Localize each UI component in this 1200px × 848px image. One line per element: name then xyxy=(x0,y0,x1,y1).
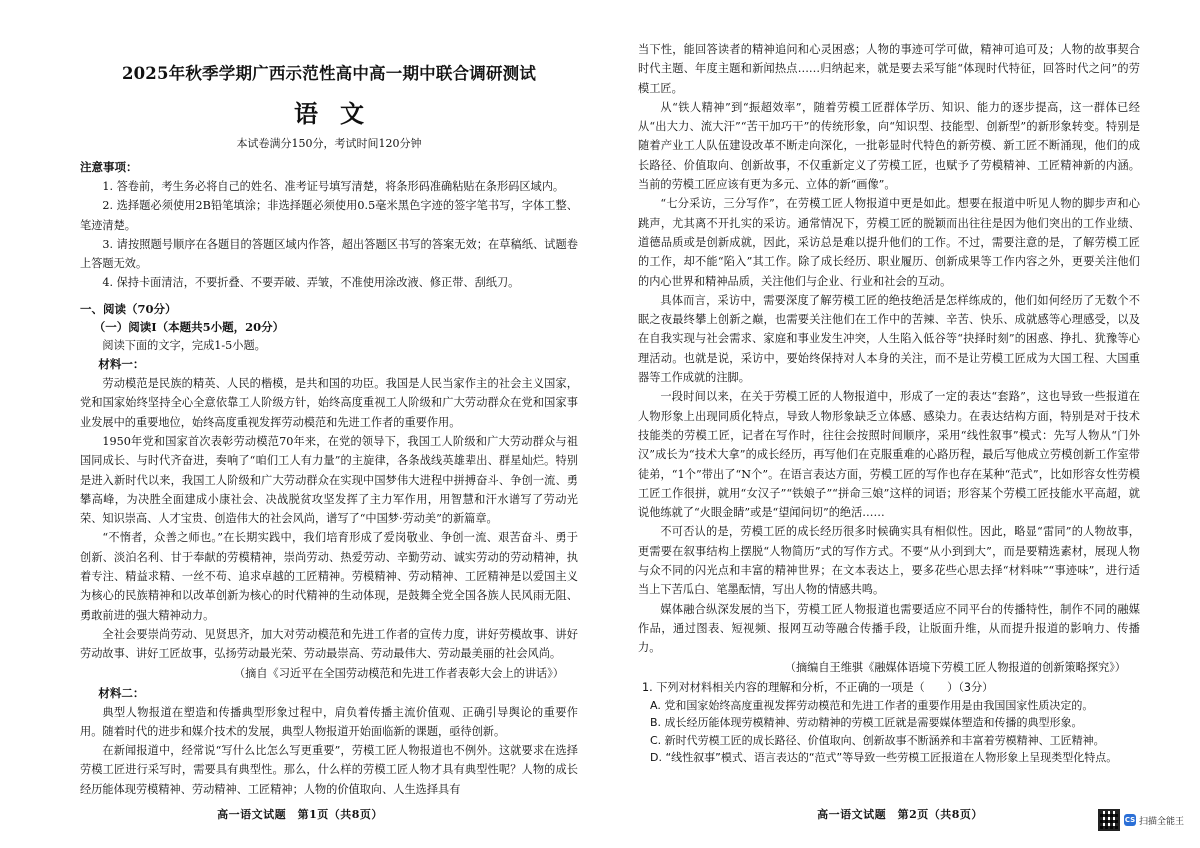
question-1-stem: 1. 下列对材料相关内容的理解和分析，不正确的一项是（ ）（3分） xyxy=(642,680,994,694)
page-1-footer: 高一语文试题 第1页（共8页） xyxy=(217,808,383,821)
material-2-continued xyxy=(638,40,1140,658)
notice-item: 1. 答卷前，考生务必将自己的姓名、准考证号填写清楚，将条形码准确粘贴在条形码区域内。 xyxy=(102,180,565,193)
material-2-paragraph: 在新闻报道中，经常说“写什么比怎么写更重要”，劳模工匠人物报道也不例外。这就要求在选择劳模工匠进行采写时，需要具有典型性。那么，什么样的劳模工匠人物才具有典型性呢？人物的成长经历能体现劳模精神、劳动精神、工匠精神；人物的价值取向、人生选择具有 xyxy=(80,744,578,796)
material-1-paragraph: 劳动模范是民族的精英、人民的楷模，是共和国的功臣。我国是人民当家作主的社会主义国家，党和国家始终坚持全心全意依靠工人阶级方针，始终高度重视工人阶级和广大劳动群众在党和国家事业发展中的重要地位，始终高度重视发挥劳动模范和先进工作者的重要作用。 xyxy=(80,377,578,429)
subsection-heading: （一）阅读Ⅰ（本题共5小题，20分） xyxy=(93,319,285,334)
qr-code-icon xyxy=(1098,809,1120,831)
camscanner-logo-icon: CS xyxy=(1124,816,1136,824)
question-1-option-a: A. 党和国家始终高度重视发挥劳动模范和先进工作者的重要作用是由我国国家性质决定的。 xyxy=(650,698,1094,712)
material-2-source: （摘编自王维骐《融媒体语境下劳模工匠人物报道的创新策略探究》） xyxy=(784,660,1126,674)
material-2-paragraph: “七分采访，三分写作”，在劳模工匠人物报道中更是如此。想要在报道中听见人物的脚步声和心跳声，尤其离不开扎实的采访。通常情况下，劳模工匠的脱颖而出往往是因为他们突出的工作业绩、道德品质或是创新成就，因此，采访总是难以提升他们的工作。不过，需要注意的是，了解劳模工匠的工作，却不能“陷入”其工作。除了成长经历、职业履历、创新成果等工作内容之外，更要关注他们的内心世界和精神品质，关注他们与企业、行业和社会的互动。 xyxy=(638,197,1140,288)
material-1-source: （摘自《习近平在全国劳动模范和先进工作者表彰大会上的讲话》） xyxy=(233,666,564,680)
exam-info: 本试卷满分150分，考试时间120分钟 xyxy=(236,137,422,150)
subject-title: 语文 xyxy=(294,99,386,128)
material-2-paragraph: 媒体融合纵深发展的当下，劳模工匠人物报道也需要适应不同平台的传播特性，制作不同的融媒作品，通过图表、短视频、报网互动等融合传播手段，让版面升维，从而提升报道的影响力、传播力。 xyxy=(638,602,1140,655)
notice-item: 2. 选择题必须使用2B铅笔填涂；非选择题必须使用0.5毫米黑色字迹的签字笔书写，字体工整、笔迹清楚。 xyxy=(80,199,578,232)
material-2-paragraph: 从“铁人精神”到“振超效率”，随着劳模工匠群体学历、知识、能力的逐步提高，这一群体已经从“出大力、流大汗”“苦干加巧干”的传统形象，向“知识型、技能型、创新型”的新形象转变。特别是随着产业工人队伍建设改革不断走向深化，一批彰显时代特色的新劳模、新工匠不断涌现，他们的成长路径、价值取向、创新故事，不仅重新定义了劳模工匠，也赋予了劳模精神、工匠精神新的内涵。当前的劳模工匠应该有更为多元、立体的新“画像”。 xyxy=(638,100,1140,192)
material-2-paragraph: 具体而言，采访中，需要深度了解劳模工匠的绝技绝活是怎样练成的，他们如何经历了无数个不眠之夜最终攀上创新之巅，也需要关注他们在工作中的苦辣、辛苦、快乐、成就感等心理感受，以及在自我实现与社会需求、家庭和事业发生冲突，人生陷入低谷等“抉择时刻”的困惑、挣扎、犹豫等心理活动。也就是说，采访中，要始终保持对人本身的关注，而不是让劳模工匠成为大国工程、大国重器等工作成就的注脚。 xyxy=(638,293,1140,385)
material-2-label: 材料二： xyxy=(98,685,145,700)
notice-heading: 注意事项： xyxy=(80,160,138,174)
reading-instruction: 阅读下面的文字，完成1-5小题。 xyxy=(102,338,266,352)
scanner-brand-text: 扫描全能王 xyxy=(1139,816,1185,827)
material-2-paragraph: 一段时间以来，在关于劳模工匠的人物报道中，形成了一定的表达“套路”，这也导致一些报道在人物形象上出现同质化特点，导致人物形象缺乏立体感、感染力。在表达结构方面，特别是对于技术技能类的劳模工匠，记者在写作时，往往会按照时间顺序，采用“线性叙事”模式：先写人物从“门外汉”成长为“技术大拿”的成长经历，再写他们在克服重难的心路历程，最后写他成立劳模创新工作室带徒弟，“1个”带出了“N个”。在语言表达方面，劳模工匠的写作也存在某种“范式”，比如形容女性劳模工匠工作很拼，就用“女汉子”“铁娘子”“拼命三娘”这样的词语；形容某个劳模工匠技能水平高超，就说他练就了“火眼金睛”或是“望闻问切”的绝活…… xyxy=(638,390,1140,520)
question-1-option-c: C. 新时代劳模工匠的成长路径、价值取向、创新故事不断涵养和丰富着劳模精神、工匠精神。 xyxy=(650,733,1105,747)
page-2-footer: 高一语文试题 第2页（共8页） xyxy=(817,808,983,821)
question-1-option-d: D. “线性叙事”模式、语言表达的“范式”等导致一些劳模工匠报道在人物形象上呈现类型化特点。 xyxy=(650,751,1118,764)
scanner-watermark xyxy=(1098,800,1194,840)
question-1-option-b: B. 成长经历能体现劳模精神、劳动精神的劳模工匠就是需要媒体塑造和传播的典型形象。 xyxy=(650,716,1083,729)
material-2-paragraph: 当下性，能回答读者的精神追问和心灵困惑；人物的事迹可学可做，精神可追可及；人物的故事契合时代主题、年度主题和新闻热点……归纳起来，就是要去采写能“体现时代特征，回答时代之问”的劳模工匠。 xyxy=(638,43,1140,95)
material-1-paragraph: 全社会要崇尚劳动、见贤思齐，加大对劳动模范和先进工作者的宣传力度，讲好劳模故事、讲好劳动故事、讲好工匠故事，弘扬劳动最光荣、劳动最崇高、劳动最伟大、劳动最美丽的社会风尚。 xyxy=(80,627,578,661)
material-2-paragraph: 不可否认的是，劳模工匠的成长经历很多时候确实具有相似性。因此，略显“雷同”的人物故事，更需要在叙事结构上摆脱“人物简历”式的写作方式。不要“从小到到大”，而是要精选素材，展现人物与众不同的闪光点和丰富的精神世界；在文本表达上，要多花些心思去择“材料味”“事迹味”，进行适当上下苦瓜白、笔墨酝情，写出人物的情感共鸣。 xyxy=(638,525,1140,597)
notice-item: 4. 保持卡面清洁，不要折叠、不要弄破、弄皱，不准使用涂改液、修正带、刮纸刀。 xyxy=(102,276,520,290)
exam-page-2 xyxy=(600,0,1200,848)
material-1-paragraph: “不惰者，众善之师也。”在长期实践中，我们培育形成了爱岗敬业、争创一流、艰苦奋斗、勇于创新、淡泊名利、甘于奉献的劳模精神，崇尚劳动、热爱劳动、辛勤劳动、诚实劳动的劳动精神，执着专注、精益求精、一丝不苟、追求卓越的工匠精神。劳模精神、劳动精神、工匠精神是以爱国主义为核心的民族精神和以改革创新为核心的时代精神的生动体现，是鼓舞全党全国各族人民风雨无阻、勇敢前进的强大精神动力。 xyxy=(80,531,578,622)
material-1-paragraph: 1950年党和国家首次表彰劳动模范70年来，在党的领导下，我国工人阶级和广大劳动群众与祖国同成长、与时代齐奋进，奏响了“咱们工人有力量”的主旋律，各条战线英雄辈出、群星灿烂。特别是进入新时代以来，我国工人阶级和广大劳动群众在实现中国梦伟大进程中拼搏奋斗、争创一流、勇攀高峰，为决胜全面建成小康社会、决战脱贫攻坚发挥了主力军作用，用智慧和汗水谱写了劳动光荣、知识崇高、人才宝贵、创造伟大的社会风尚，谱写了“中国梦·劳动美”的新篇章。 xyxy=(80,434,578,526)
material-2-paragraph: 典型人物报道在塑造和传播典型形象过程中，肩负着传播主流价值观、正确引导舆论的重要作用。随着时代的进步和媒介技术的发展，典型人物报道开始面临新的课题，亟待创新。 xyxy=(80,705,578,738)
material-1-label: 材料一： xyxy=(98,357,145,372)
section-heading: 一、阅读（70分） xyxy=(80,301,177,316)
notice-item: 3. 请按照题号顺序在各题目的答题区域内作答，超出答题区书写的答案无效；在草稿纸、试题卷上答题无效。 xyxy=(80,237,578,271)
exam-title: 2025年秋季学期广西示范性高中高一期中联合调研测试 xyxy=(121,64,537,83)
